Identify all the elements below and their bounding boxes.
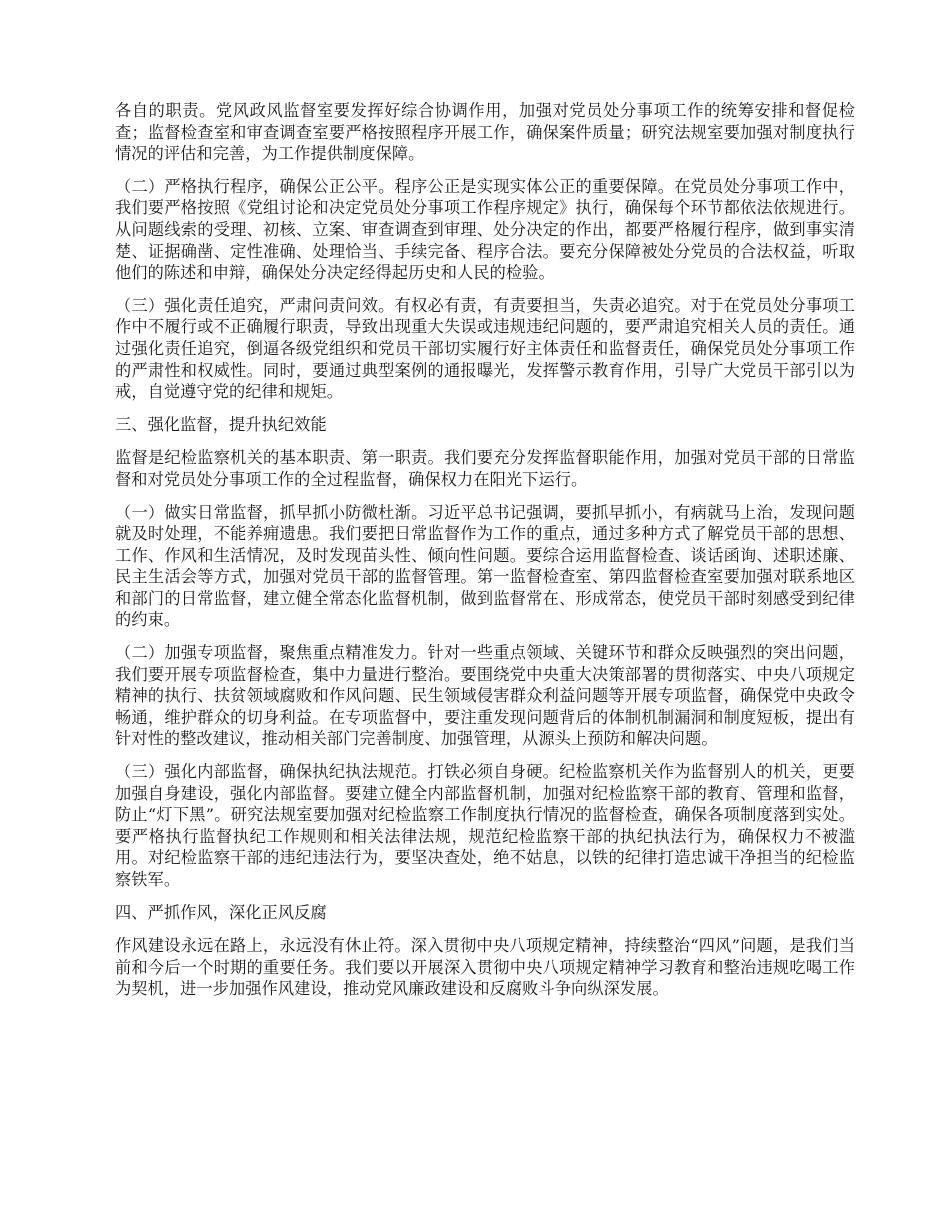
section-heading: 四、严抓作风，深化正风反腐 (115, 902, 327, 922)
document-body (115, 100, 855, 1011)
paragraph: 监督是纪检监察机关的基本职责、第一职责。我们要充分发挥监督职能作用，加强对党员干部的日常监督和对党员处分事项工作的全过程监督，确保权力在阳光下运行。 (115, 448, 855, 489)
paragraph: （一）做实日常监督，抓早抓小防微杜渐。习近平总书记强调，要抓早抓小，有病就马上治，发现问题就及时处理，不能养痈遗患。我们要把日常监督作为工作的重点，通过多种方式了解党员干部的思想、工作、作风和生活情况，及时发现苗头性、倾向性问题。要综合运用监督检查、谈话函询、述职述廉、民主生活会等方式，加强对党员干部的监督管理。第一监督检查室、第四监督检查室要加强对联系地区和部门的日常监督，建立健全常态化监督机制，做到监督常在、形成常态，使党员干部时刻感受到纪律的约束。 (115, 502, 855, 630)
paragraph: （二）加强专项监督，聚焦重点精准发力。针对一些重点领域、关键环节和群众反映强烈的突出问题，我们要开展专项监督检查，集中力量进行整治。要围绕党中央重大决策部署的贯彻落实、中央八项规定精神的执行、扶贫领域腐败和作风问题、民生领域侵害群众利益问题等开展专项监督，确保党中央政令畅通，维护群众的切身利益。在专项监督中，要注重发现问题背后的体制机制漏洞和制度短板，提出有针对性的整改建议，推动相关部门完善制度、加强管理，从源头上预防和解决问题。 (115, 643, 855, 749)
paragraph: 各自的职责。党风政风监督室要发挥好综合协调作用，加强对党员处分事项工作的统筹安排和督促检查；监督检查室和审查调查室要严格按照程序开展工作，确保案件质量；研究法规室要加强对制度执行情况的评估和完善，为工作提供制度保障。 (115, 101, 855, 164)
paragraph: （二）严格执行程序，确保公正公平。程序公正是实现实体公正的重要保障。在党员处分事项工作中，我们要严格按照《党组讨论和决定党员处分事项工作程序规定》执行，确保每个环节都依法依规进行。从问题线索的受理、初核、立案、审查调查到审理、处分决定的作出，都要严格履行程序，做到事实清楚、证据确凿、定性准确、处理恰当、手续完备、程序合法。要充分保障被处分党员的合法权益，听取他们的陈述和申辩，确保处分决定经得起历史和人民的检验。 (115, 176, 855, 283)
paragraph: 作风建设永远在路上，永远没有休止符。深入贯彻中央八项规定精神，持续整治“四风”问题，是我们当前和今后一个时期的重要任务。我们要以开展深入贯彻中央八项规定精神学习教育和整治违规吃喝工作为契机，进一步加强作风建设，推动党风廉政建设和反腐败斗争向纵深发展。 (115, 936, 855, 999)
paragraph: （三）强化责任追究，严肃问责问效。有权必有责，有责要担当，失责必追究。对于在党员处分事项工作中不履行或不正确履行职责，导致出现重大失误或违规违纪问题的，要严肃追究相关人员的责任。通过强化责任追究，倒逼各级党组织和党员干部切实履行好主体责任和监督责任，确保党员处分事项工作的严肃性和权威性。同时，要通过典型案例的通报曝光，发挥警示教育作用，引导广大党员干部引以为戒，自觉遵守党的纪律和规矩。 (115, 295, 855, 402)
section-heading: 三、强化监督，提升执纪效能 (115, 414, 327, 434)
paragraph: （三）强化内部监督，确保执纪执法规范。打铁必须自身硬。纪检监察机关作为监督别人的机关，更要加强自身建设，强化内部监督。要建立健全内部监督机制，加强对纪检监察干部的教育、管理和监督，防止“灯下黑”。研究法规室要加强对纪检监察工作制度执行情况的监督检查，确保各项制度落到实处。要严格执行监督执纪工作规则和相关法律法规，规范纪检监察干部的执纪执法行为，确保权力不被滥用。对纪检监察干部的违纪违法行为，要坚决查处，绝不姑息，以铁的纪律打造忠诚干净担当的纪检监察铁军。 (115, 762, 855, 889)
